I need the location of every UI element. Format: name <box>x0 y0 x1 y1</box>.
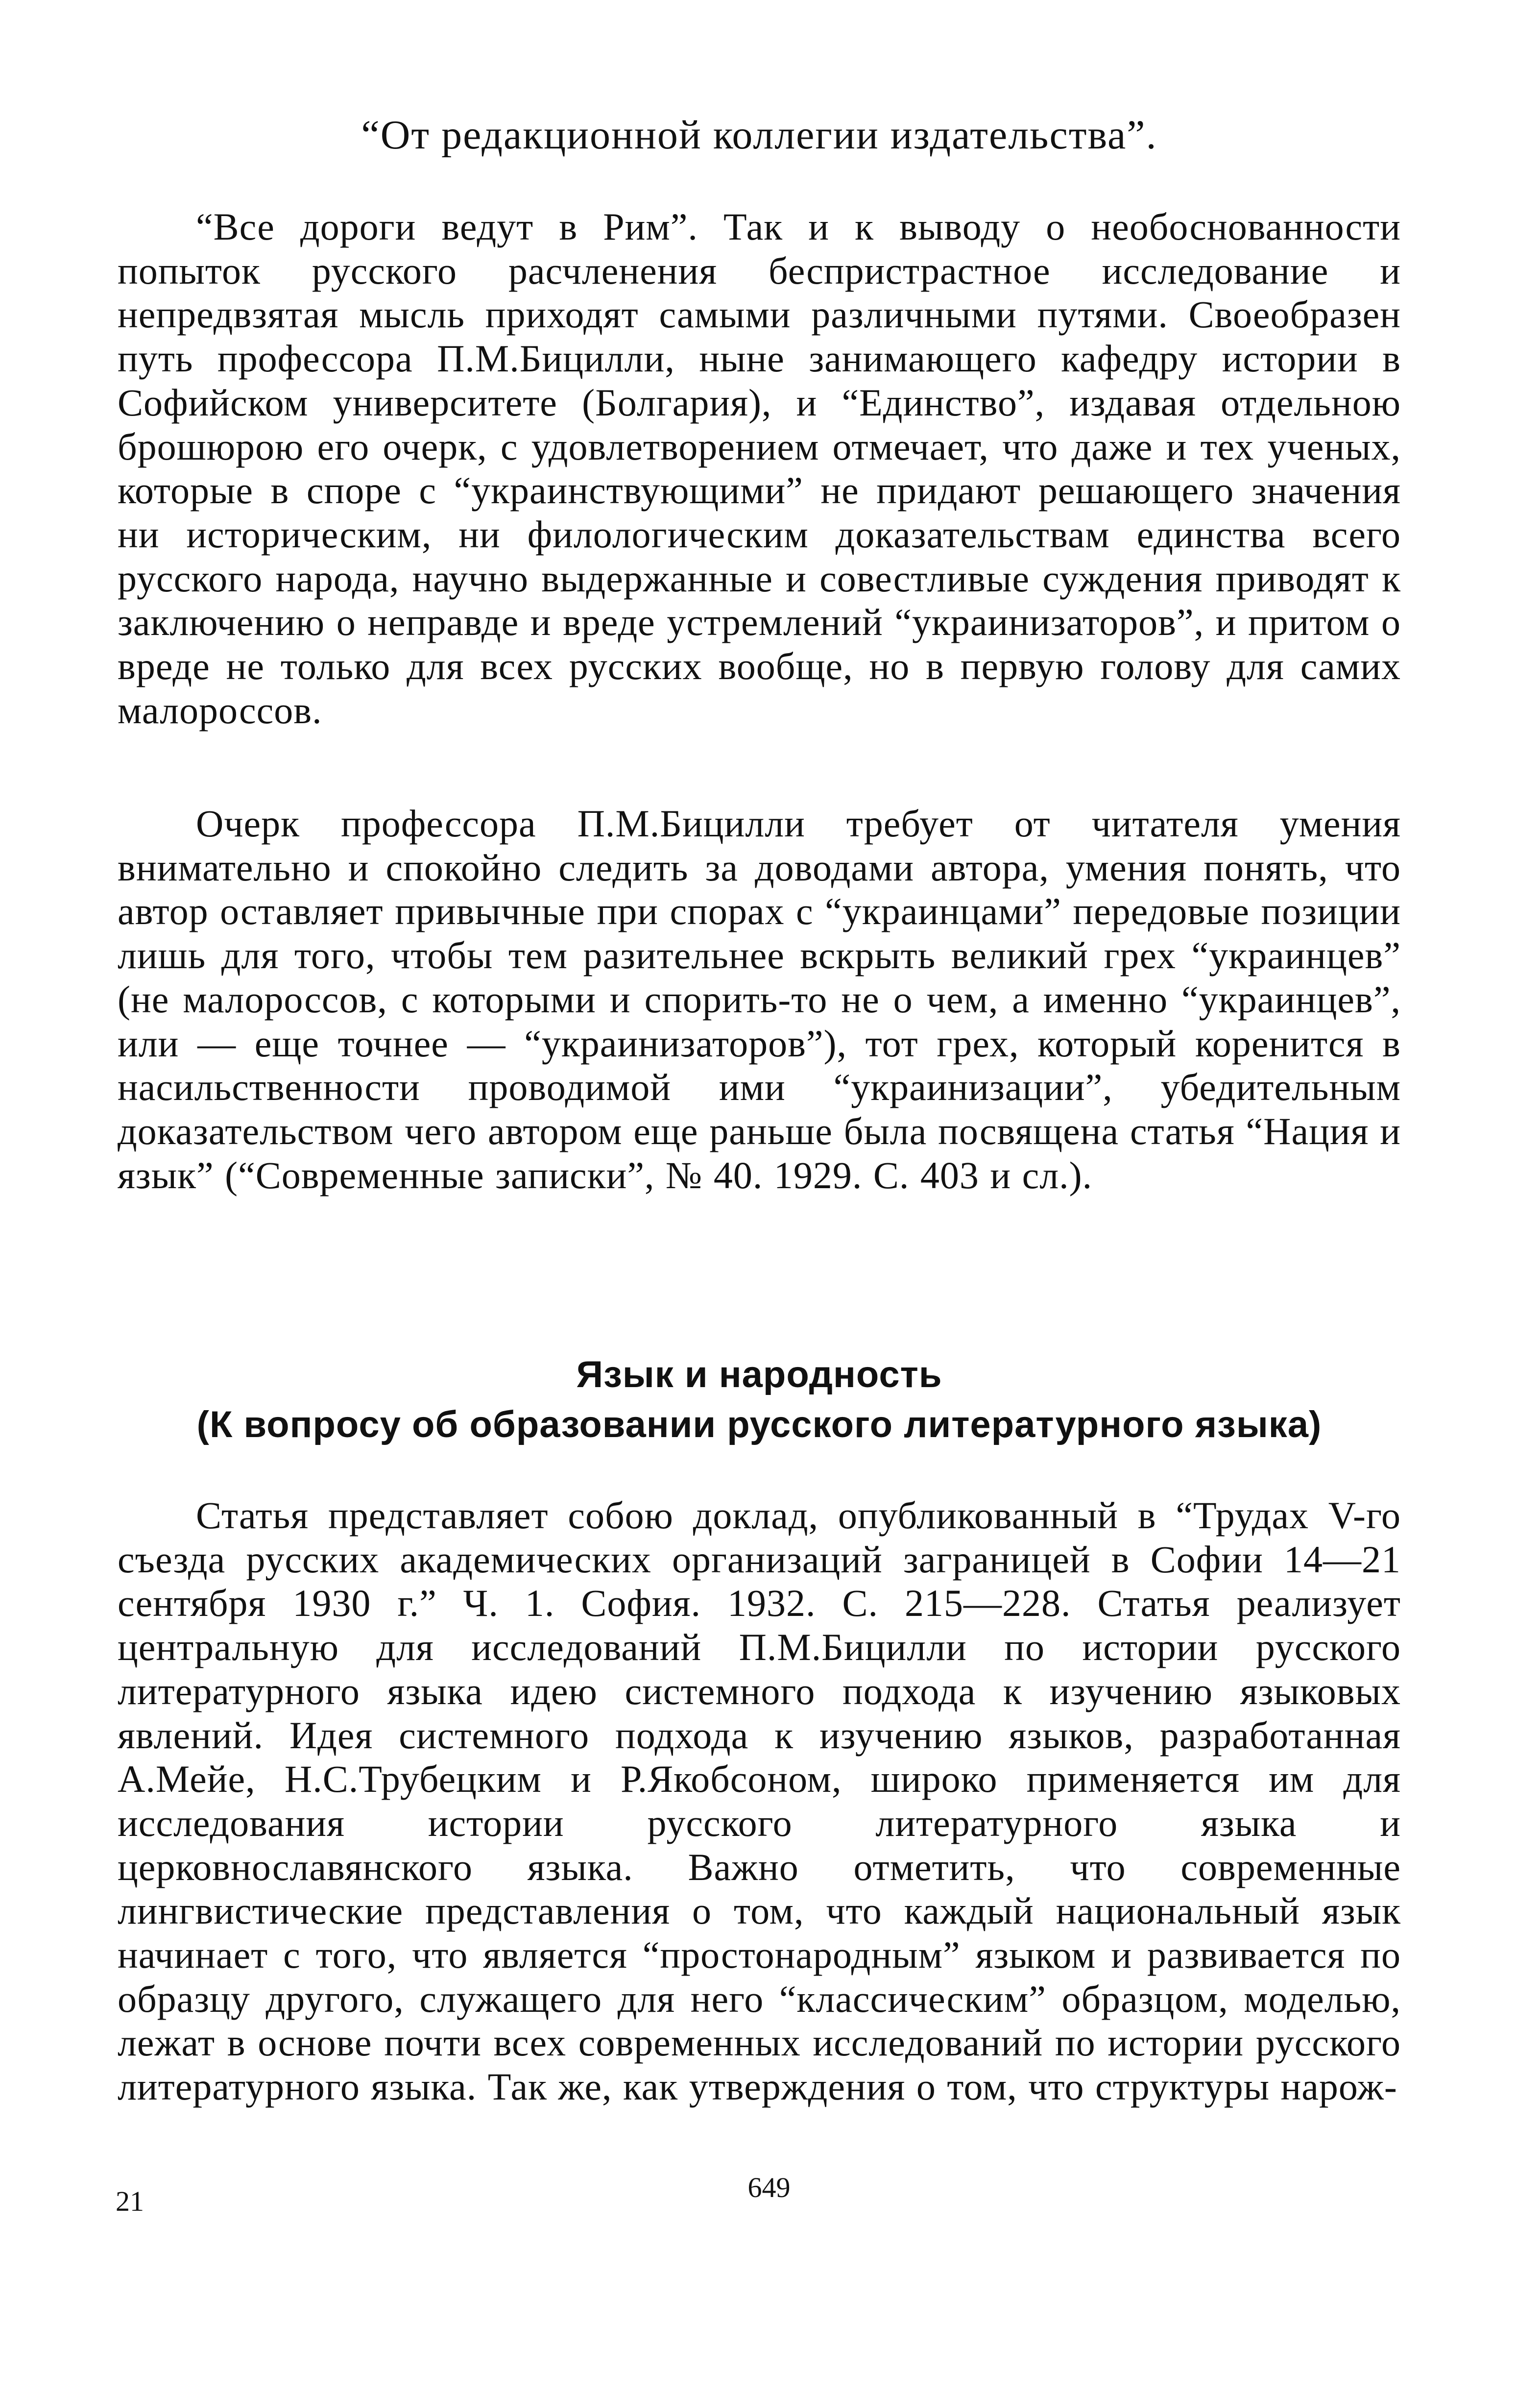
page-number: 649 <box>747 2172 791 2203</box>
section-title: Язык и народность <box>576 1354 942 1395</box>
section-subtitle: (К вопросу об образовании русского литературного языка) <box>196 1404 1322 1445</box>
intro-paragraph-2: Очерк профессора П.М.Бицилли требует от читателя умения внимательно и спокойно следить за доводами автора, умения понять, что автор оставляет привычные при спорах с “украинцами” передовые позиции лишь для того, чтобы тем разительнее вскрыть великий грех “украинцев” (не малороссов, с которыми и спорить-то не о чем, а именно “украинцев”, или — еще точнее — “украинизаторов”), тот грех, который коренится в насильственности проводимой ими “украинизации”, убедительным доказательством чего автором еще раньше была посвящена статья “Нация и язык” (“Современные записки”, № 40. 1929. С. 403 и сл.). <box>118 802 1401 1197</box>
intro-heading: “От редакционной коллегии издательства”. <box>361 112 1157 158</box>
intro-paragraph-1: “Все дороги ведут в Рим”. Так и к выводу о необоснованности попыток русского расчленения беспристрастное исследование и непредвзятая мысль приходят самыми различными путями. Своеобразен путь профессора П.М.Бицилли, ныне занимающего кафедру истории в Софийском университете (Болгария), и “Единство”, издавая отдельною брошюрою его очерк, с удовлетворением отмечает, что даже и тех ученых, которые в споре с “украинствующими” не придают решающего значения ни историческим, ни филологическим доказательствам единства всего русского народа, научно выдержанные и совестливые суждения приводят к заключению о неправде и вреде устремлений “украинизаторов”, и притом о вреде не только для всех русских вообще, но в первую голову для самих малороссов. <box>118 205 1401 732</box>
signature-mark: 21 <box>116 2185 144 2217</box>
section-paragraph: Статья представляет собою доклад, опубликованный в “Трудах V-го съезда русских академических организаций заграницей в Софии 14—21 сентября 1930 г.” Ч. 1. София. 1932. С. 215—228. Статья реализует центральную для исследований П.М.Бицилли по истории русского литературного языка идею системного подхода к изучению языковых явлений. Идея системного подхода к изучению языков, разработанная А.Мейе, Н.С.Трубецким и Р.Якобсоном, широко применяется им для исследования истории русского литературного языка и церковнославянского языка. Важно отметить, что современные лингвистические представления о том, что каждый национальный язык начинает с того, что является “простонародным” языком и развивается по образцу другого, служащего для него “классическим” образцом, моделью, лежат в основе почти всех современных исследований по истории русского литературного языка. Так же, как утверждения о том, что структуры нарож- <box>118 1494 1401 2108</box>
